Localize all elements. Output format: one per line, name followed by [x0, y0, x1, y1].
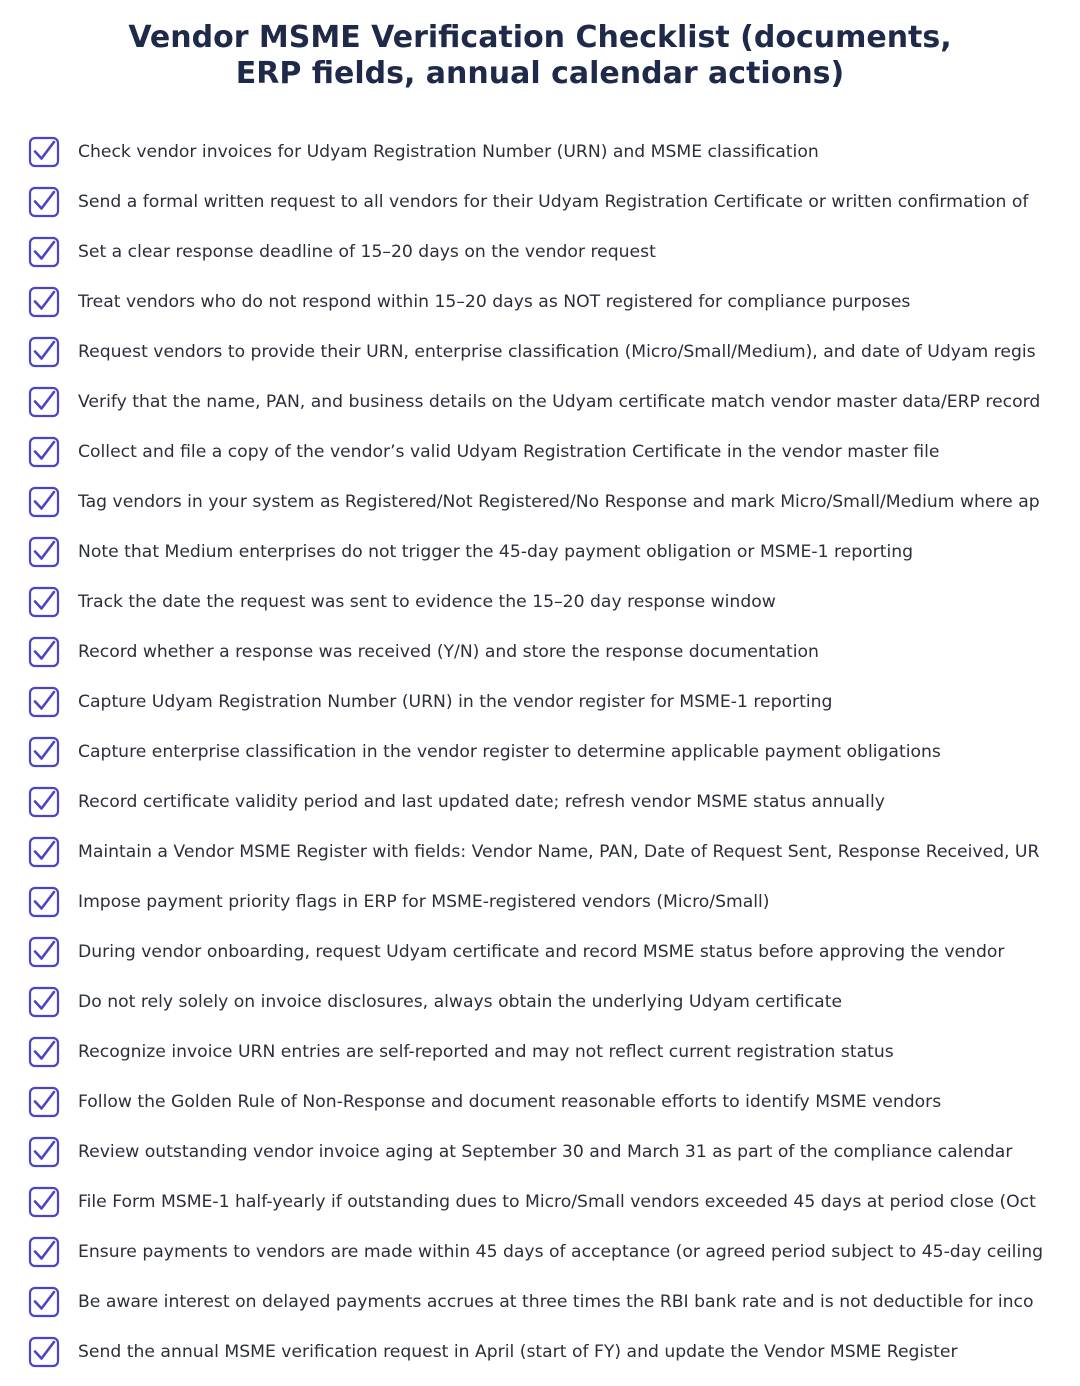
checklist-item-label: Record certificate validity period and last updated date; refresh vendor MSME status annually: [78, 792, 885, 812]
checked-checkbox-icon[interactable]: [28, 736, 60, 768]
checklist-item: [0, 1327, 1080, 1377]
checklist-item: [0, 277, 1080, 327]
checked-checkbox-icon[interactable]: [28, 786, 60, 818]
checked-checkbox-icon[interactable]: [28, 936, 60, 968]
checklist-item: [0, 477, 1080, 527]
checklist-item-label: Note that Medium enterprises do not trigger the 45-day payment obligation or MSME-1 reporting: [78, 542, 914, 562]
checked-checkbox-icon[interactable]: [28, 1286, 60, 1318]
checklist-item-label: Tag vendors in your system as Registered/Not Registered/No Response and mark Micro/Small/Medium where ap: [78, 492, 1040, 512]
checked-checkbox-icon[interactable]: [28, 1086, 60, 1118]
checklist-item-label: Treat vendors who do not respond within 15–20 days as NOT registered for compliance purposes: [78, 292, 911, 312]
checklist-item: [0, 827, 1080, 877]
checklist-item-label: During vendor onboarding, request Udyam certificate and record MSME status before approving the vendor: [78, 942, 1005, 962]
checklist-item: [0, 1027, 1080, 1077]
checked-checkbox-icon[interactable]: [28, 186, 60, 218]
checklist-item: [0, 1177, 1080, 1227]
checklist-item-label: Ensure payments to vendors are made within 45 days of acceptance (or agreed period subject to 45-day ceiling: [78, 1242, 1044, 1262]
checklist-item-label: Verify that the name, PAN, and business details on the Udyam certificate match vendor master data/ERP record: [78, 392, 1041, 412]
checklist-item-label: Follow the Golden Rule of Non-Response and document reasonable efforts to identify MSME vendors: [78, 1092, 942, 1112]
checklist-item-label: Set a clear response deadline of 15–20 days on the vendor request: [78, 242, 656, 262]
checklist-item-label: Request vendors to provide their URN, enterprise classification (Micro/Small/Medium), and date of Udyam regis: [78, 342, 1036, 362]
checklist-item-label: Check vendor invoices for Udyam Registration Number (URN) and MSME classification: [78, 142, 819, 162]
checked-checkbox-icon[interactable]: [28, 836, 60, 868]
checklist: [0, 127, 1080, 1377]
checklist-item: [0, 677, 1080, 727]
checked-checkbox-icon[interactable]: [28, 236, 60, 268]
checked-checkbox-icon[interactable]: [28, 886, 60, 918]
checklist-item-label: Do not rely solely on invoice disclosures, always obtain the underlying Udyam certificate: [78, 992, 843, 1012]
checked-checkbox-icon[interactable]: [28, 286, 60, 318]
checklist-item: [0, 877, 1080, 927]
checklist-item-label: Impose payment priority flags in ERP for MSME-registered vendors (Micro/Small): [78, 892, 770, 912]
checklist-item: [0, 527, 1080, 577]
checked-checkbox-icon[interactable]: [28, 1186, 60, 1218]
checked-checkbox-icon[interactable]: [28, 486, 60, 518]
checklist-item-label: Record whether a response was received (Y/N) and store the response documentation: [78, 642, 819, 662]
checklist-item-label: Send a formal written request to all vendors for their Udyam Registration Certificate or written confirmation of: [78, 192, 1029, 212]
checklist-item-label: Capture enterprise classification in the vendor register to determine applicable payment obligations: [78, 742, 941, 762]
checklist-item-label: File Form MSME-1 half-yearly if outstanding dues to Micro/Small vendors exceeded 45 days at period close (Oct: [78, 1192, 1036, 1212]
checklist-item: [0, 1227, 1080, 1277]
checklist-item-label: Recognize invoice URN entries are self-reported and may not reflect current registration status: [78, 1042, 894, 1062]
checklist-item: [0, 227, 1080, 277]
checklist-item: [0, 727, 1080, 777]
checked-checkbox-icon[interactable]: [28, 1336, 60, 1368]
page-title-line-2: ERP fields, annual calendar actions): [235, 56, 845, 91]
checked-checkbox-icon[interactable]: [28, 1036, 60, 1068]
checked-checkbox-icon[interactable]: [28, 536, 60, 568]
checklist-item-label: Be aware interest on delayed payments accrues at three times the RBI bank rate and is not deductible for inco: [78, 1292, 1034, 1312]
checked-checkbox-icon[interactable]: [28, 686, 60, 718]
checklist-item: [0, 1127, 1080, 1177]
checklist-item: [0, 177, 1080, 227]
checked-checkbox-icon[interactable]: [28, 1136, 60, 1168]
checked-checkbox-icon[interactable]: [28, 1236, 60, 1268]
checked-checkbox-icon[interactable]: [28, 436, 60, 468]
checklist-item-label: Capture Udyam Registration Number (URN) in the vendor register for MSME-1 reporting: [78, 692, 833, 712]
checklist-item: [0, 377, 1080, 427]
checklist-item-label: Review outstanding vendor invoice aging at September 30 and March 31 as part of the compliance calendar: [78, 1142, 1013, 1162]
checked-checkbox-icon[interactable]: [28, 136, 60, 168]
checklist-item: [0, 1077, 1080, 1127]
checklist-item: [0, 777, 1080, 827]
checklist-item: [0, 627, 1080, 677]
checklist-item: [0, 1277, 1080, 1327]
checklist-item: [0, 577, 1080, 627]
checklist-item: [0, 327, 1080, 377]
checklist-item-label: Maintain a Vendor MSME Register with fields: Vendor Name, PAN, Date of Request Sent, Response Received, UR: [78, 842, 1040, 862]
checked-checkbox-icon[interactable]: [28, 636, 60, 668]
page-title: [0, 20, 1080, 92]
checked-checkbox-icon[interactable]: [28, 386, 60, 418]
page-title-line-1: Vendor MSME Verification Checklist (documents,: [128, 20, 952, 55]
checklist-item-label: Collect and file a copy of the vendor’s valid Udyam Registration Certificate in the vendor master file: [78, 442, 940, 462]
checklist-item: [0, 427, 1080, 477]
checklist-item: [0, 927, 1080, 977]
checked-checkbox-icon[interactable]: [28, 586, 60, 618]
checklist-item-label: Track the date the request was sent to evidence the 15–20 day response window: [78, 592, 776, 612]
checked-checkbox-icon[interactable]: [28, 336, 60, 368]
checklist-item: [0, 977, 1080, 1027]
checklist-item: [0, 127, 1080, 177]
checked-checkbox-icon[interactable]: [28, 986, 60, 1018]
checklist-item-label: Send the annual MSME verification request in April (start of FY) and update the Vendor MSME Register: [78, 1342, 958, 1362]
